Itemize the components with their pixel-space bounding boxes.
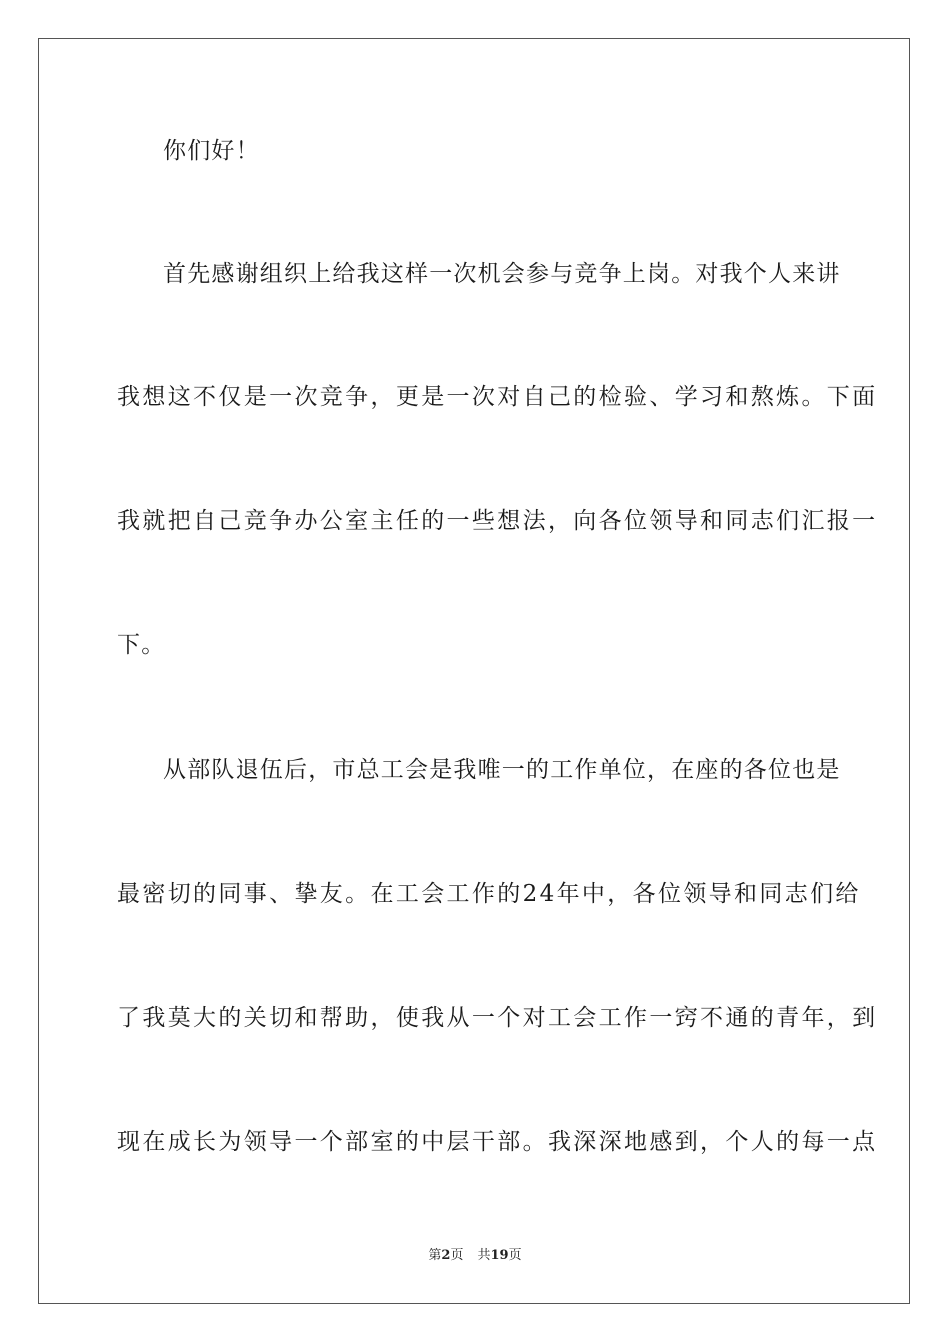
paragraph-line: 从部队退伍后，市总工会是我唯一的工作单位，在座的各位也是: [163, 757, 841, 783]
total-prefix: 共: [477, 1248, 491, 1263]
paragraph-line: 我就把自己竞争办公室主任的一些想法，向各位领导和同志们汇报一: [117, 508, 878, 534]
paragraph-line: 我想这不仅是一次竞争，更是一次对自己的检验、学习和熬炼。下面: [117, 384, 878, 410]
page-suffix: 页: [450, 1248, 464, 1263]
paragraph-line: 下。: [117, 632, 166, 658]
paragraph-line: 现在成长为领导一个部室的中层干部。我深深地感到，个人的每一点: [117, 1129, 878, 1155]
page-footer: [0, 1247, 950, 1265]
page-number: 2: [441, 1248, 451, 1263]
page-frame: [38, 38, 910, 1304]
paragraph-line: 最密切的同事、挚友。在工会工作的24年中，各位领导和同志们给: [117, 881, 861, 907]
page-prefix: 第: [428, 1248, 442, 1263]
paragraph-line: 了我莫大的关切和帮助，使我从一个对工会工作一窍不通的青年，到: [117, 1005, 878, 1031]
total-suffix: 页: [508, 1248, 522, 1263]
total-pages: 19: [490, 1248, 509, 1263]
paragraph-line: 你们好！: [163, 138, 260, 164]
paragraph-line: 首先感谢组织上给我这样一次机会参与竞争上岗。对我个人来讲: [163, 261, 841, 287]
